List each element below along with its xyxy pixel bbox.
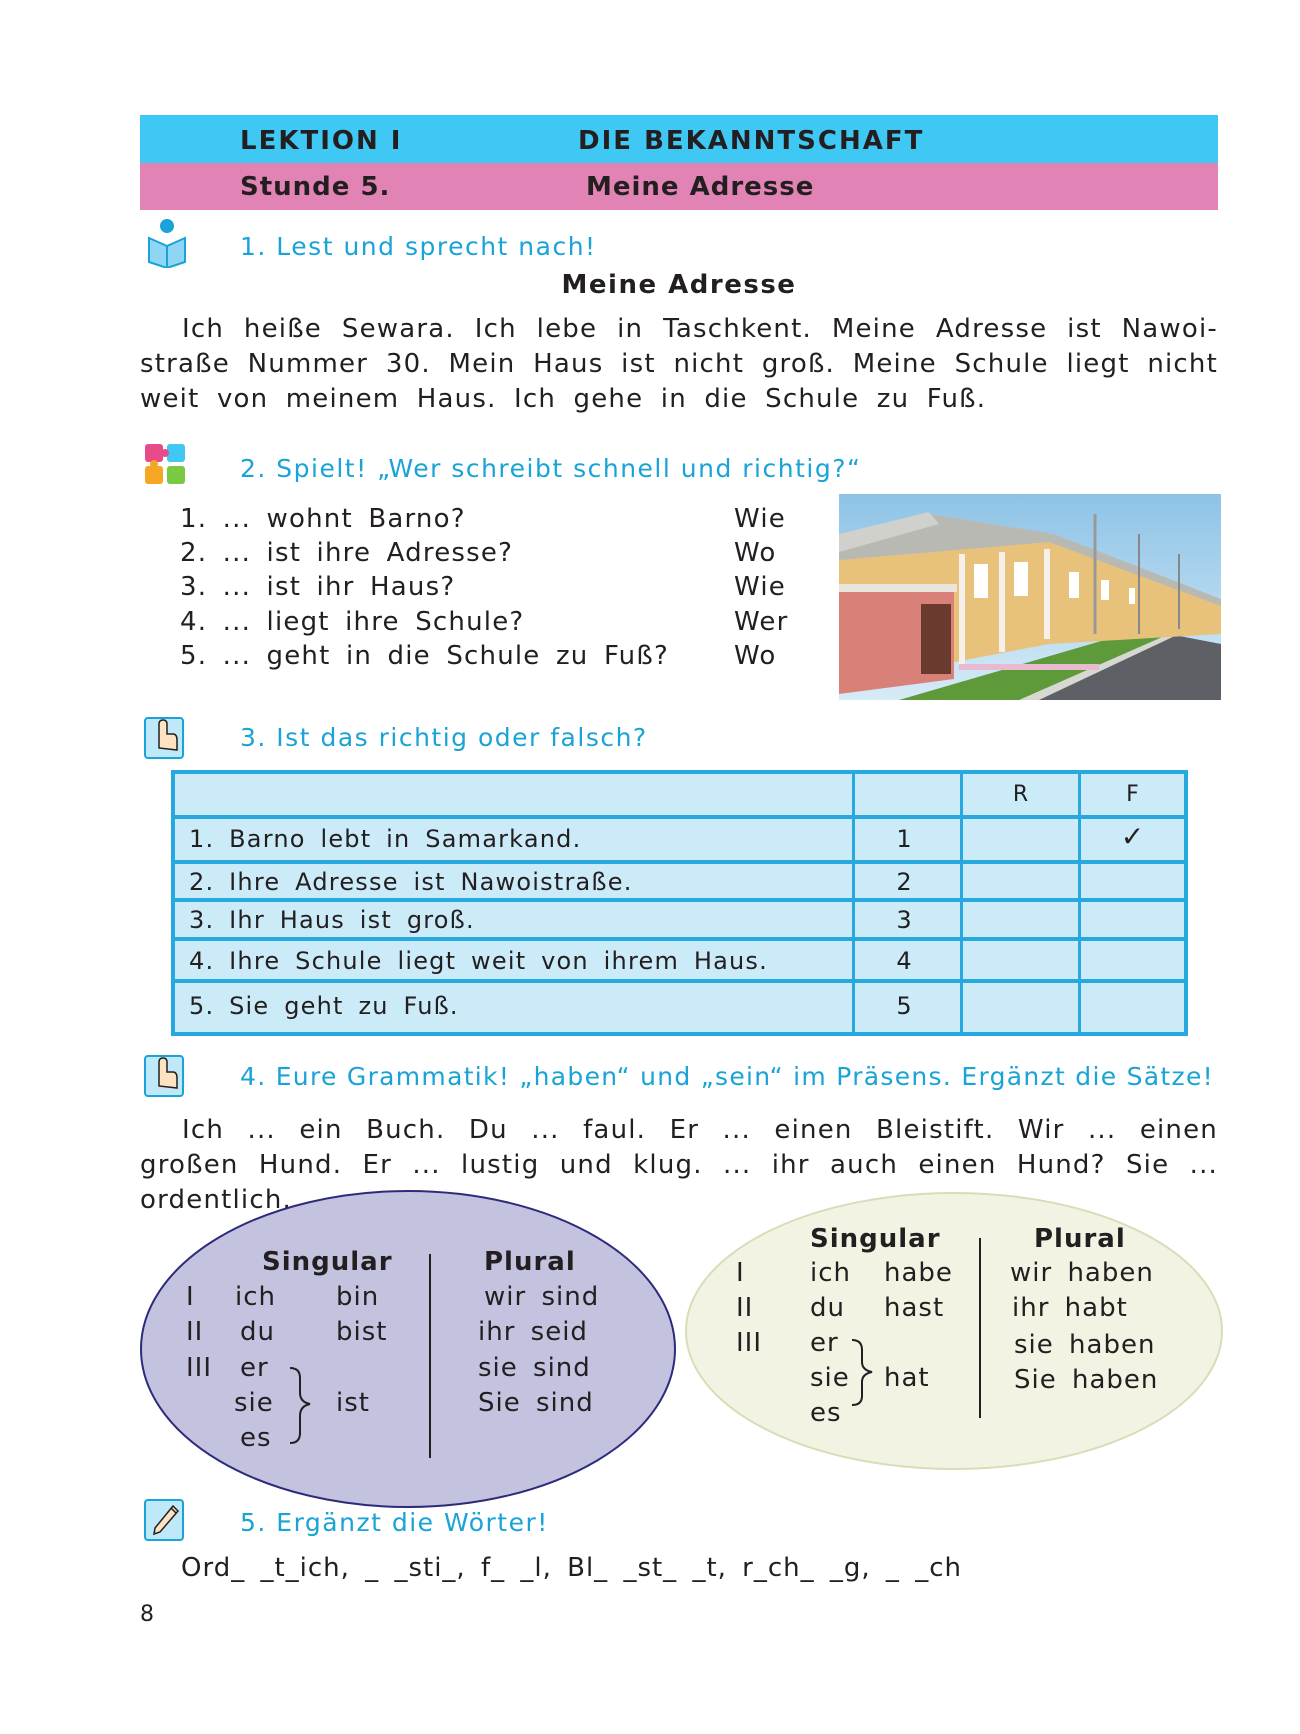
verb-form: ist bbox=[336, 1388, 370, 1418]
page-number: 8 bbox=[140, 1602, 154, 1627]
exercise-4-title: 4. Eure Grammatik! „haben“ und „sein“ im Präsens. Ergänzt die Sätze! bbox=[240, 1062, 1214, 1091]
column-header-r: R bbox=[1012, 782, 1029, 807]
question-line: 1. ... wohnt Barno? bbox=[180, 504, 466, 534]
row-number: 5 bbox=[896, 992, 912, 1020]
statement-cell: 2. Ihre Adresse ist Nawoistraße. bbox=[189, 868, 633, 896]
table-divider bbox=[175, 898, 1184, 902]
lektion-label: LEKTION I bbox=[240, 126, 403, 156]
row-number: 2 bbox=[896, 868, 912, 896]
verb-form: hat bbox=[884, 1363, 930, 1393]
exercise-1-title: 1. Lest und sprecht nach! bbox=[240, 232, 597, 261]
table-divider bbox=[175, 979, 1184, 983]
reading-text: Ich heiße Sewara. Ich lebe in Taschkent. Meine Adresse ist Nawoi-straße Nummer 30. Mein Haus ist nicht groß. Meine Schule liegt nicht weit von meinem Haus. Ich gehe in die Schule zu Fuß. bbox=[140, 314, 1218, 414]
writing-hand-icon bbox=[141, 1492, 189, 1544]
question-word: Wo bbox=[734, 641, 777, 671]
grammar-gap-text: Ich ... ein Buch. Du ... faul. Er ... einen Bleistift. Wir ... einen großen Hund. Er ... lustig und klug. ... ihr auch einen Hund? Sie ... ordentlich. bbox=[140, 1115, 1218, 1215]
pronoun: er bbox=[810, 1328, 839, 1358]
pronoun: es bbox=[240, 1423, 272, 1453]
column-header-f: F bbox=[1126, 782, 1139, 807]
table-divider bbox=[175, 860, 1184, 864]
pronoun: sie bbox=[234, 1388, 274, 1418]
reading-book-icon bbox=[143, 216, 191, 268]
pronoun: sie bbox=[810, 1363, 850, 1393]
exercise-3-title: 3. Ist das richtig oder falsch? bbox=[240, 723, 648, 752]
verb-form: bin bbox=[336, 1282, 380, 1312]
pointing-hand-icon bbox=[141, 1048, 189, 1100]
question-word: Wie bbox=[734, 572, 786, 602]
pointing-hand-icon bbox=[141, 710, 189, 762]
pronoun: ich bbox=[235, 1282, 276, 1312]
question-line: 2. ... ist ihre Adresse? bbox=[180, 538, 514, 568]
table-divider bbox=[1078, 774, 1081, 1032]
row-number: 1 bbox=[896, 825, 912, 853]
sein-conjugation-ellipse bbox=[138, 1188, 678, 1510]
statement-cell: 1. Barno lebt in Samarkand. bbox=[189, 825, 582, 853]
question-word: Wie bbox=[734, 504, 786, 534]
pronoun: du bbox=[810, 1293, 845, 1323]
pronoun: es bbox=[810, 1398, 842, 1428]
verb-form: hast bbox=[884, 1293, 945, 1323]
sein-plural-heading: Plural bbox=[484, 1247, 576, 1277]
text-heading: Meine Adresse bbox=[561, 270, 797, 300]
statement-cell: 3. Ihr Haus ist groß. bbox=[189, 906, 475, 934]
row-number: 4 bbox=[896, 947, 912, 975]
table-divider bbox=[175, 937, 1184, 941]
question-line: 4. ... liegt ihre Schule? bbox=[180, 607, 525, 637]
person-number: I bbox=[736, 1258, 745, 1288]
sein-singular-heading: Singular bbox=[262, 1247, 393, 1277]
verb-form: bist bbox=[336, 1317, 388, 1347]
stunde-label: Stunde 5. bbox=[240, 172, 391, 202]
plural-form: ihr habt bbox=[1012, 1293, 1128, 1323]
person-number: II bbox=[186, 1317, 204, 1347]
lektion-title: DIE BEKANNTSCHAFT bbox=[578, 126, 925, 156]
table-divider bbox=[960, 774, 963, 1032]
plural-form: sie haben bbox=[1014, 1330, 1156, 1360]
word-gap-line: Ord_ _t_ich, _ _sti_, f_ _l, Bl_ _st_ _t, r_ch_ _g, _ _ch bbox=[181, 1553, 962, 1583]
pronoun: du bbox=[240, 1317, 275, 1347]
plural-form: ihr seid bbox=[478, 1317, 588, 1347]
question-word: Wer bbox=[734, 607, 789, 637]
street-houses-photo bbox=[839, 494, 1221, 700]
question-line: 3. ... ist ihr Haus? bbox=[180, 572, 456, 602]
puzzle-icon bbox=[141, 440, 189, 492]
verb-form: habe bbox=[884, 1258, 953, 1288]
plural-form: Sie haben bbox=[1014, 1365, 1159, 1395]
question-line: 5. ... geht in die Schule zu Fuß? bbox=[180, 641, 669, 671]
haben-plural-heading: Plural bbox=[1034, 1224, 1126, 1254]
haben-singular-heading: Singular bbox=[810, 1224, 941, 1254]
plural-form: Sie sind bbox=[478, 1388, 594, 1418]
stunde-title: Meine Adresse bbox=[586, 172, 815, 202]
plural-form: wir haben bbox=[1010, 1258, 1154, 1288]
person-number: I bbox=[186, 1282, 195, 1312]
pronoun: ich bbox=[810, 1258, 851, 1288]
plural-form: wir sind bbox=[484, 1282, 600, 1312]
checkmark-icon: ✓ bbox=[1120, 820, 1145, 853]
person-number: III bbox=[736, 1328, 763, 1358]
statement-cell: 5. Sie geht zu Fuß. bbox=[189, 992, 459, 1020]
table-divider bbox=[175, 815, 1184, 819]
pronoun: er bbox=[240, 1353, 269, 1383]
statement-cell: 4. Ihre Schule liegt weit von ihrem Haus. bbox=[189, 947, 768, 975]
question-word: Wo bbox=[734, 538, 777, 568]
exercise-2-title: 2. Spielt! „Wer schreibt schnell und richtig?“ bbox=[240, 454, 862, 483]
person-number: III bbox=[186, 1353, 213, 1383]
true-false-table bbox=[171, 770, 1188, 1036]
plural-form: sie sind bbox=[478, 1353, 591, 1383]
person-number: II bbox=[736, 1293, 754, 1323]
row-number: 3 bbox=[896, 906, 912, 934]
exercise-5-title: 5. Ergänzt die Wörter! bbox=[240, 1508, 549, 1537]
